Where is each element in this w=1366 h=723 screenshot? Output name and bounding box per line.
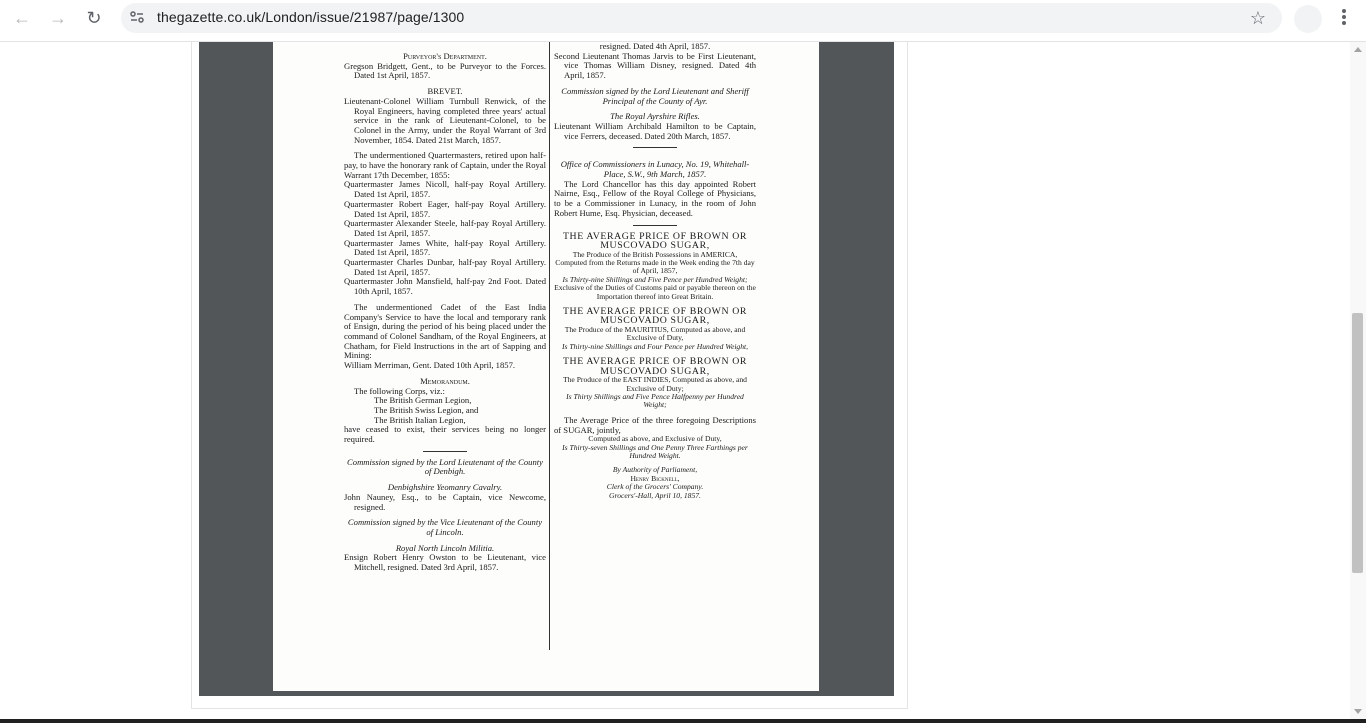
gazette-paragraph: Computed as above, and Exclusive of Duty, bbox=[588, 434, 722, 444]
gazette-paragraph: The undermentioned Cadet of the East India Company's Service to have the local and temporary rank of Ensign, during the period of his being placed under the command of Colonel Sandham, of the Royal Engineers, at Chatham, for Field Instructions in the art of Sapping and Mining: bbox=[344, 301, 546, 361]
gazette-paragraph: Lieutenant William Archibald Hamilton to be Captain, vice Ferrers, deceased. Dated 20th March, 1857. bbox=[554, 120, 756, 141]
gazette-paragraph: Grocers'-Hall, April 10, 1857. bbox=[609, 490, 701, 500]
page-scrollbar-thumb[interactable] bbox=[1352, 313, 1363, 573]
column-divider bbox=[549, 42, 550, 650]
gazette-paragraph: Computed from the Returns made in the Week ending the 7th day of April, 1857, bbox=[555, 257, 755, 276]
gazette-paragraph: Quartermaster Charles Dunbar, half-pay Royal Artillery. Dated 1st April, 1857. bbox=[344, 257, 546, 277]
gazette-paragraph: The British Swiss Legion, and bbox=[374, 404, 479, 415]
gazette-paragraph: Is Thirty-seven Shillings and One Penny Three Farthings per Hundred Weight. bbox=[562, 442, 748, 461]
forward-arrow-icon[interactable]: → bbox=[49, 7, 67, 28]
gazette-paragraph: The British German Legion, bbox=[374, 395, 472, 406]
gazette-paragraph: Ensign Robert Henry Owston to be Lieutenant, vice Mitchell, resigned. Dated 3rd April, 1857. bbox=[344, 552, 546, 573]
gazette-paragraph: Royal North Lincoln Militia. bbox=[395, 542, 495, 553]
gazette-paragraph: Commission signed by the Vice Lieutenant of the County of Lincoln. bbox=[347, 517, 543, 537]
gazette-paragraph: Gregson Bridgett, Gent., to be Purveyor to the Forces. Dated 1st April, 1857. bbox=[344, 60, 546, 81]
gazette-paragraph: Quartermaster John Mansfield, half-pay 2nd Foot. Dated 10th April, 1857. bbox=[344, 276, 546, 297]
gazette-paragraph: The Average Price of the three foregoing Descriptions of SUGAR, jointly, bbox=[554, 414, 756, 435]
profile-avatar[interactable] bbox=[1294, 5, 1322, 33]
gazette-paragraph: Is Thirty-nine Shillings and Five Pence per Hundred Weight; bbox=[562, 274, 748, 284]
gazette-paragraph: THE AVERAGE PRICE OF BROWN OR MUSCOVADO SUGAR, bbox=[562, 230, 748, 252]
gazette-paragraph: William Merriman, Gent. Dated 10th April, 1857. bbox=[344, 360, 516, 371]
gazette-paragraph: Quartermaster Robert Eager, half-pay Royal Artillery. Dated 1st April, 1857. bbox=[344, 198, 546, 219]
gazette-paragraph: Is Thirty-nine Shillings and Four Pence per Hundred Weight, bbox=[561, 341, 749, 351]
gazette-paragraph: Commission signed by the Lord Lieutenant of the County of Denbigh. bbox=[347, 456, 543, 477]
bookmark-star-icon[interactable]: ☆ bbox=[1249, 8, 1267, 28]
site-info-icon[interactable] bbox=[127, 7, 147, 27]
gazette-paragraph: Second Lieutenant Thomas Jarvis to be First Lieutenant, vice Thomas William Disney, resigned. Dated 4th April, 1857. bbox=[554, 50, 756, 81]
gazette-paragraph: Is Thirty Shillings and Five Pence Halfpenny per Hundred Weight; bbox=[566, 392, 744, 410]
gazette-paragraph: Quartermaster James Nicoll, half-pay Royal Artillery. Dated 1st April, 1857. bbox=[344, 179, 546, 200]
gazette-paragraph: John Nauney, Esq., to be Captain, vice Newcome, resigned. bbox=[344, 491, 546, 512]
scroll-down-arrow-icon[interactable] bbox=[1354, 709, 1362, 714]
left-column bbox=[344, 52, 546, 573]
gazette-page-image bbox=[273, 42, 819, 691]
kebab-menu-icon[interactable] bbox=[1334, 8, 1354, 28]
gazette-paragraph: Denbighshire Yeomanry Cavalry. bbox=[387, 482, 503, 493]
gazette-paragraph: Clerk of the Grocers' Company. bbox=[606, 482, 704, 492]
gazette-paragraph: Quartermaster James White, half-pay Royal Artillery. Dated 1st April, 1857. bbox=[344, 237, 546, 258]
gazette-paragraph: THE AVERAGE PRICE OF BROWN OR MUSCOVADO SUGAR, bbox=[562, 356, 748, 377]
gazette-paragraph: The undermentioned Quartermasters, retired upon half-pay, to have the honorary rank of Captain, under the Royal Warrant 17th December, 1855: bbox=[344, 150, 546, 180]
url-text[interactable]: thegazette.co.uk/London/issue/21987/page/1300 bbox=[157, 9, 465, 25]
gazette-paragraph: Office of Commissioners in Lunacy, No. 19, Whitehall-Place, S.W., 9th March, 1857. bbox=[560, 159, 750, 180]
scroll-up-arrow-icon[interactable] bbox=[1354, 47, 1362, 52]
gazette-paragraph: The British Italian Legion, bbox=[374, 414, 466, 425]
gazette-paragraph: Quartermaster Alexander Steele, half-pay Royal Artillery. Dated 1st April, 1857. bbox=[344, 218, 546, 238]
gazette-paragraph: Memorandum. bbox=[420, 375, 470, 386]
reload-icon[interactable]: ↻ bbox=[86, 7, 102, 28]
browser-toolbar bbox=[0, 0, 1366, 36]
gazette-paragraph: The Produce of the EAST INDIES, Computed as above, and Exclusive of Duty; bbox=[563, 375, 747, 393]
taskbar-edge bbox=[0, 719, 1366, 723]
gazette-paragraph: By Authority of Parliament, bbox=[612, 465, 698, 475]
gazette-paragraph: resigned. Dated 4th April, 1857. bbox=[599, 42, 711, 51]
gazette-paragraph: have ceased to exist, their services being no longer required. bbox=[344, 424, 546, 445]
gazette-paragraph: Commission signed by the Lord Lieutenant and Sheriff Principal of the County of Ayr. bbox=[561, 85, 749, 106]
gazette-paragraph: THE AVERAGE PRICE OF BROWN OR MUSCOVADO SUGAR, bbox=[562, 305, 748, 327]
gazette-paragraph: Purveyor's Department. bbox=[403, 51, 487, 61]
gazette-paragraph: The Lord Chancellor has this day appointed Robert Nairne, Esq., Fellow of the Royal College of Physicians, to be a Commissioner in Lunacy, in the room of John Robert Hume, Esq. Physician, deceased. bbox=[554, 178, 756, 218]
gazette-paragraph: Lieutenant-Colonel William Turnbull Renwick, of the Royal Engineers, having completed three years' actual service in the rank of Lieutenant-Colonel, to be Colonel in the Army, under the Royal Warrant of 3rd November, 1854. Dated 21st March, 1857. bbox=[344, 95, 546, 145]
gazette-paragraph: Exclusive of the Duties of Customs paid or payable thereon on the Importation thereof into Great Britain. bbox=[554, 283, 756, 301]
gazette-paragraph: The Royal Ayrshire Rifles. bbox=[610, 111, 700, 122]
gazette-paragraph: The following Corps, viz.: bbox=[354, 385, 445, 396]
gazette-paragraph: Henry Bicknell, bbox=[630, 473, 680, 483]
gazette-paragraph: The Produce of the British Possessions in AMERICA, bbox=[572, 249, 738, 259]
back-arrow-icon[interactable]: ← bbox=[13, 7, 31, 28]
gazette-paragraph: BREVET. bbox=[427, 86, 463, 97]
right-column bbox=[554, 42, 756, 500]
gazette-paragraph: The Produce of the MAURITIUS, Computed as above, and Exclusive of Duty, bbox=[564, 324, 746, 343]
